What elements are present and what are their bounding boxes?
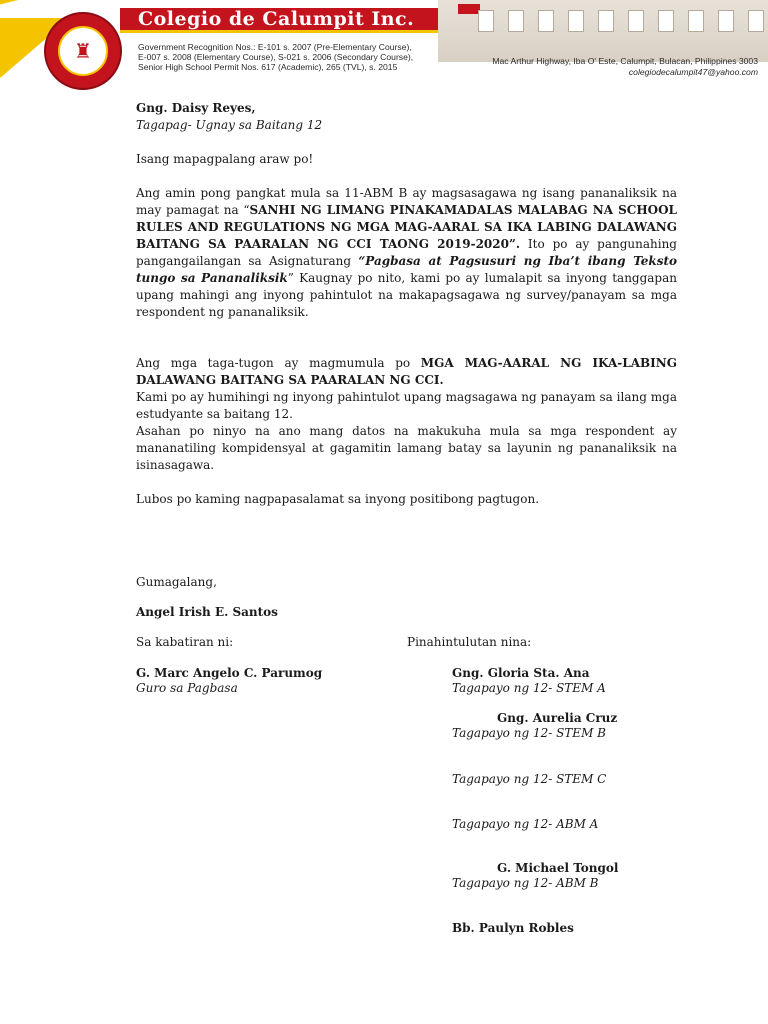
approver-name: G. Michael Tongol [497,861,619,875]
school-name: Colegio de Calumpit Inc. [138,8,415,30]
approved-label: Pinahintulutan nina: [407,635,532,649]
window-icon [598,10,614,32]
closing: Gumagalang, [136,575,217,589]
school-building-image [438,0,768,62]
window-icon [478,10,494,32]
thanks-line: Lubos po kaming nagpapasalamat sa inyong positibong pagtugon. [136,492,540,506]
paragraph-permission: Kami po ay humihingi ng inyong pahintulot upang magsagawa ng panayam sa ilang mga estudyante sa baitang 12. [136,390,677,421]
window-icon [538,10,554,32]
paragraph-confidentiality: Asahan po ninyo na ano mang datos na makukuha mula sa mga respondent ay mananatiling kompidensyal at gagamitin lamang batay sa layunin ng pananaliksik na isinasagawa. [136,424,677,472]
approver-title: Tagapayo ng 12- STEM C [452,772,607,786]
research-title: SANHI NG LIMANG PINAKAMADALAS MALABAG NA SCHOOL RULES AND REGULATIONS NG MGA MAG-AARAL SA IKA LABING DALAWANG BAITANG SA PAARALAN NG CCI TAONG 2019-2020 [136,203,677,251]
window-icon [748,10,764,32]
purpose-mid: Ito po ay pangunahing pangangailangan sa Asignaturang [136,237,677,268]
paragraph-purpose [136,185,677,321]
torch-icon: ♜ [74,39,92,63]
subject-name: “Pagbasa at Pagsusuri ng Iba’t ibang Teksto tungo sa Pananaliksik [136,254,677,285]
recipient-title: Tagapag- Ugnay sa Baitang 12 [136,118,323,132]
window-icon [628,10,644,32]
school-seal-logo [44,12,122,90]
recognition-line: Senior High School Permit Nos. 617 (Academic), 265 (TVL), s. 2015 [138,62,398,72]
purpose-intro: Ang amin pong pangkat mula sa 11-ABM B ay magsasagawa ng isang pananaliksik na may pamagat na “ [136,186,677,217]
noted-label: Sa kabatiran ni: [136,635,234,649]
letterhead [0,0,768,92]
approver-name: Gng. Aurelia Cruz [497,711,618,725]
window-icon [658,10,674,32]
sender-name: Angel Irish E. Santos [136,605,278,619]
approver-title: Tagapayo ng 12- ABM A [452,817,599,831]
window-icon [508,10,524,32]
research-title-close: ”. [508,237,521,251]
government-recognition [138,42,468,72]
window-icon [718,10,734,32]
greeting: Isang mapagpalang araw po! [136,152,314,166]
paragraph-respondents [136,355,677,389]
purpose-request: ” Kaugnay po nito, kami po ay lumalapit sa inyong tanggapan upang mahingi ang inyong pahintulot na makapagsagawa ng survey/panayam sa mga respondent ng pananaliksik. [136,271,677,319]
approver-title: Tagapayo ng 12- ABM B [452,876,599,890]
seal-inner-ring [58,26,108,76]
approver-title: Tagapayo ng 12- STEM A [452,681,606,695]
letter-body [136,100,677,508]
window-icon [568,10,584,32]
window-icon [688,10,704,32]
recipient-name: Gng. Daisy Reyes, [136,101,256,115]
school-address: Mac Arthur Highway, Iba O' Este, Calumpit, Bulacan, Philippines 3003 [492,56,758,66]
yellow-stripe [0,0,120,12]
approver-name: Gng. Gloria Sta. Ana [452,666,590,680]
noted-name: G. Marc Angelo C. Parumog [136,666,323,680]
recognition-line: Government Recognition Nos.: E-101 s. 2007 (Pre-Elementary Course), [138,42,412,52]
school-address-block [492,56,758,78]
noted-title: Guro sa Pagbasa [136,681,238,695]
approver-title: Tagapayo ng 12- STEM B [452,726,606,740]
school-email: colegiodecalumpit47@yahoo.com [628,67,758,77]
flag-icon [458,4,480,14]
respondents-group: MGA MAG-AARAL NG IKA-LABING DALAWANG BAITANG SA PAARALAN NG CCI. [136,356,677,387]
approver-name: Bb. Paulyn Robles [452,921,574,935]
recognition-line: E-007 s. 2008 (Elementary Course), S-021 s. 2006 (Secondary Course), [138,52,414,62]
respondents-intro: Ang mga taga-tugon ay magmumula po [136,356,421,370]
